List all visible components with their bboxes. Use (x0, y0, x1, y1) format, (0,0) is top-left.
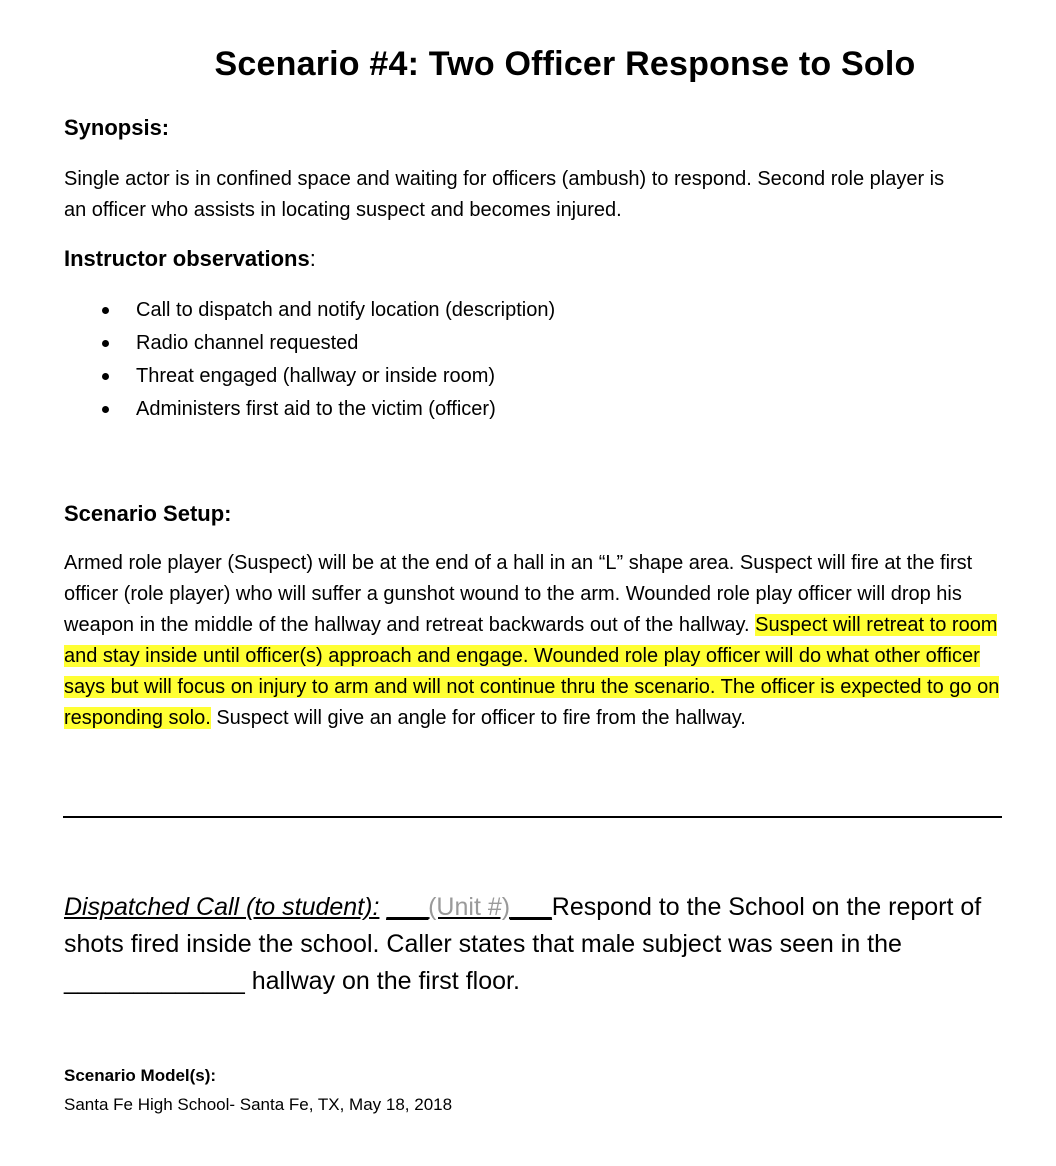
bullet-icon (102, 340, 109, 347)
list-item (64, 294, 555, 327)
setup-heading: Scenario Setup: (64, 501, 232, 526)
list-item-text: Call to dispatch and notify location (description) (136, 299, 556, 321)
dispatch-text: Respond to the School on the report of shots fired inside the school. Caller states that male subject was seen in the (64, 893, 982, 958)
observations-heading-colon: : (309, 246, 316, 271)
section-divider (63, 816, 1002, 818)
bullet-icon (102, 307, 109, 314)
list-item (64, 360, 555, 393)
dispatch-label: Dispatched Call (to student): (64, 893, 380, 921)
page-title: Scenario #4: Two Officer Response to Solo (214, 45, 916, 83)
models-text: Santa Fe High School- Santa Fe, TX, May 18, 2018 (64, 1095, 453, 1114)
dispatch-call (64, 889, 1024, 1000)
list-item-text: Radio channel requested (136, 332, 359, 354)
models-heading: Scenario Model(s): (64, 1066, 217, 1085)
observations-heading-label: Instructor observations (64, 246, 310, 271)
observations-heading (64, 245, 316, 273)
unit-blank-pre: ___ (386, 893, 429, 921)
bullet-icon (102, 406, 109, 413)
observations-list (64, 294, 555, 426)
list-item (64, 393, 555, 426)
list-item (64, 327, 555, 360)
synopsis-heading: Synopsis: (64, 115, 170, 140)
unit-blank-post: ___ (510, 893, 552, 921)
setup-text (64, 548, 1009, 734)
synopsis-text: Single actor is in confined space and waiting for officers (ambush) to respond. Second role player is an officer who assists in locating suspect and becomes injured. (64, 168, 945, 221)
unit-placeholder: (Unit #) (428, 893, 511, 921)
bullet-icon (102, 373, 109, 380)
setup-text-highlight: Suspect will retreat to room and stay inside until officer(s) approach and engage. Wounded role play officer will do what other officer says but will focus on injury to arm and will not continue thru the scenario. The officer is expected to go on responding solo. (64, 614, 1000, 729)
setup-text-outro: Suspect will give an angle for officer to fire from the hallway. (210, 707, 746, 729)
location-blank: _____________ (64, 967, 245, 995)
list-item-text: Threat engaged (hallway or inside room) (136, 365, 496, 387)
dispatch-text-end: hallway on the first floor. (251, 967, 520, 995)
list-item-text: Administers first aid to the victim (officer) (136, 398, 496, 420)
setup-text-intro: Armed role player (Suspect) will be at the end of a hall in an “L” shape area. Suspect will fire at the first officer (role player) who will suffer a gunshot wound to the arm. Wounded role play officer will drop his weapon in the middle of the hallway and retreat backwards out of the hallway. (64, 552, 973, 636)
